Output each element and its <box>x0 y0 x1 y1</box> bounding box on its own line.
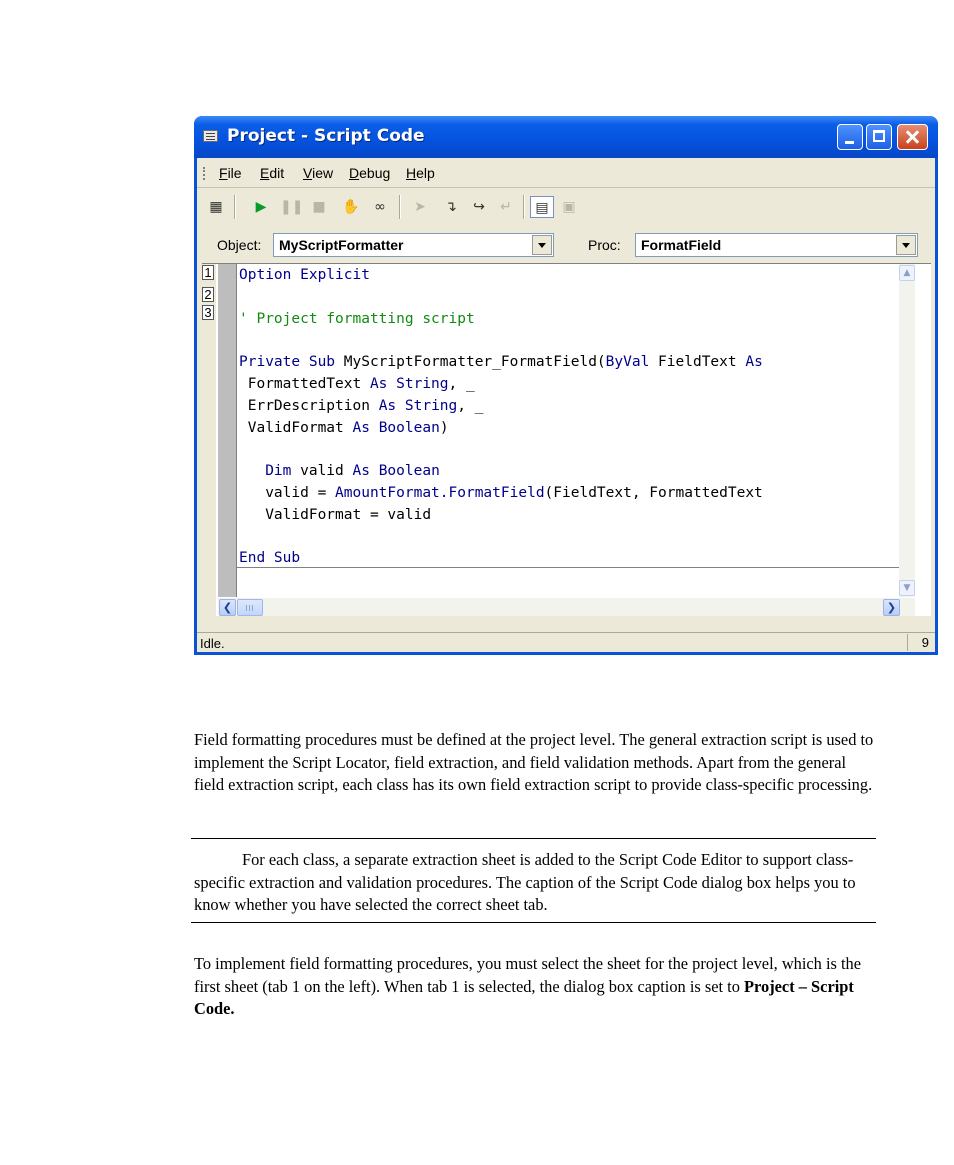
object-combo-value: MyScriptFormatter <box>279 237 404 253</box>
code-keyword: Private Sub <box>239 354 336 371</box>
scroll-thumb[interactable] <box>237 599 263 616</box>
code-keyword: As Boolean <box>352 419 440 436</box>
lock-icon[interactable]: ▣ <box>562 199 576 215</box>
code-keyword: Option Explicit <box>239 267 370 283</box>
code-line <box>239 463 440 479</box>
scroll-down-button[interactable]: ▼ <box>899 580 915 596</box>
code-text: FormattedText <box>239 376 370 392</box>
object-label: Object: <box>217 237 262 253</box>
proc-label: Proc: <box>588 237 621 253</box>
code-text: , _ <box>448 376 475 392</box>
scroll-up-button[interactable]: ▲ <box>899 265 915 281</box>
object-proc-row <box>197 228 935 262</box>
code-line <box>239 354 763 370</box>
step-out-icon[interactable]: ↵ <box>500 199 512 215</box>
status-bar <box>197 632 935 653</box>
menu-view[interactable]: View <box>303 165 334 181</box>
maximize-button[interactable] <box>866 124 892 150</box>
code-keyword: As <box>745 354 763 371</box>
proc-combo[interactable] <box>635 233 918 257</box>
pause-icon[interactable]: ❚❚ <box>280 199 304 215</box>
paragraph-2-bold: Project – Script Code. <box>194 976 854 1018</box>
code-keyword: As String <box>378 397 458 414</box>
menu-grip[interactable] <box>203 167 207 180</box>
sheet-tab-3[interactable]: 3 <box>202 305 214 320</box>
hand-icon[interactable]: ✋ <box>342 199 360 215</box>
code-line <box>239 550 300 566</box>
horizontal-scrollbar[interactable] <box>218 598 915 616</box>
toolbar-separator <box>399 195 401 219</box>
code-line <box>239 267 370 283</box>
code-line <box>239 420 449 436</box>
code-line <box>239 311 475 327</box>
run-icon[interactable]: ▶ <box>255 199 267 215</box>
menu-edit[interactable]: Edit <box>260 165 285 181</box>
code-editor <box>202 263 931 616</box>
stop-icon[interactable]: ■ <box>312 199 326 215</box>
proc-combo-value: FormatField <box>641 237 722 253</box>
code-text: ErrDescription <box>239 397 379 414</box>
minimize-button[interactable] <box>837 124 863 150</box>
code-text: FieldText <box>649 354 746 371</box>
step-over-icon[interactable]: ↪ <box>473 199 485 215</box>
vertical-scrollbar[interactable] <box>899 264 915 597</box>
step-into-icon[interactable]: ↴ <box>445 199 457 215</box>
code-keyword: As String <box>369 376 449 392</box>
code-keyword: End Sub <box>239 550 301 567</box>
chevron-down-icon[interactable] <box>532 235 552 255</box>
menu-bar <box>197 158 935 188</box>
project-explorer-icon[interactable]: ▦ <box>209 199 223 215</box>
paragraph-1: Field formatting procedures must be defined at the project level. The general extraction script is used to implement the Script Locator, field extraction, and field validation methods. Apart from the general field extraction script, each class has its own field extraction script to provide class-specific processing. <box>194 730 874 794</box>
object-browser-icon[interactable]: ▤ <box>530 196 554 218</box>
title-bar[interactable] <box>194 116 938 158</box>
code-keyword: ByVal <box>605 354 650 371</box>
scroll-left-button[interactable]: ❮ <box>219 599 236 616</box>
code-text: , _ <box>457 397 484 414</box>
toolbar <box>197 189 935 225</box>
breakpoint-margin[interactable] <box>218 264 237 597</box>
code-area[interactable] <box>237 264 915 597</box>
chevron-down-icon[interactable] <box>896 235 916 255</box>
menu-help[interactable]: Help <box>406 165 435 181</box>
status-cell: 9 <box>907 634 932 651</box>
code-comment: ' Project formatting script <box>239 310 475 327</box>
code-text: (FieldText, FormattedText <box>544 485 763 501</box>
paragraph-2 <box>194 953 874 1021</box>
sheet-tabs <box>202 264 216 616</box>
code-line <box>239 398 483 414</box>
sheet-tab-2[interactable]: 2 <box>202 287 214 302</box>
code-text: ) <box>439 419 449 436</box>
code-line <box>239 376 475 392</box>
toolbar-separator <box>234 195 236 219</box>
window-icon <box>203 130 218 142</box>
code-line <box>239 507 431 523</box>
scroll-right-button[interactable]: ❯ <box>883 599 900 616</box>
code-text: valid = <box>239 485 336 501</box>
code-keyword: AmountFormat.FormatField <box>335 485 545 501</box>
paragraph-2-text: To implement field formatting procedures, you must select the sheet for the project level, which is the first sheet (tab 1 on the left). When tab 1 is selected, the dialog box caption is set to <box>194 954 862 996</box>
window-client <box>197 158 935 652</box>
code-line <box>239 485 763 501</box>
menu-file[interactable]: File <box>219 165 242 181</box>
code-keyword: Dim <box>239 463 292 480</box>
note-bottom-rule <box>191 922 876 923</box>
code-text: MyScriptFormatter_FormatField( <box>335 354 606 371</box>
code-text: ValidFormat = valid <box>239 506 432 523</box>
note-top-rule <box>191 838 876 839</box>
sheet-tab-1[interactable]: 1 <box>202 265 214 280</box>
code-text: valid <box>291 463 353 480</box>
code-text: ValidFormat <box>239 419 353 436</box>
note-paragraph: For each class, a separate extraction sheet is added to the Script Code Editor to support class-specific extraction and validation procedures. The caption of the Script Code dialog box helps you to know whether you have selected the correct sheet tab. <box>194 850 856 914</box>
toolbar-separator <box>523 195 525 219</box>
status-text: Idle. <box>200 636 225 651</box>
script-code-window <box>194 116 938 655</box>
close-button[interactable] <box>897 124 928 150</box>
step-arrow-icon[interactable]: ➤ <box>414 199 426 215</box>
menu-debug[interactable]: Debug <box>349 165 391 181</box>
procedure-separator <box>237 567 915 568</box>
watch-glasses-icon[interactable]: ∞ <box>374 199 386 215</box>
window-title: Project - Script Code <box>227 126 425 146</box>
object-combo[interactable] <box>273 233 554 257</box>
code-keyword: As Boolean <box>352 463 440 480</box>
